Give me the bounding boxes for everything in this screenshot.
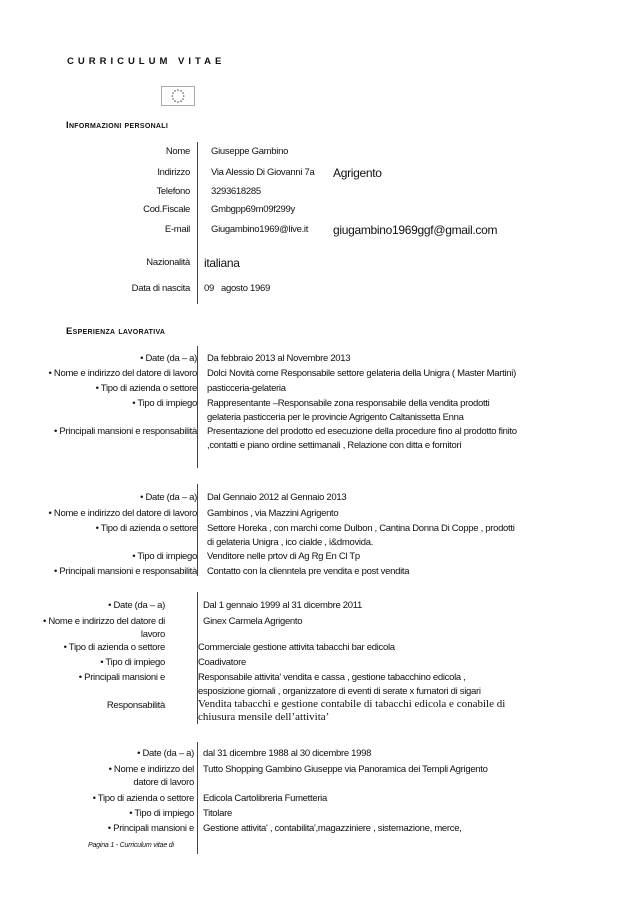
job-employer-label: • Nome e indirizzo del: [108, 764, 194, 775]
birth-date-label: Data di nascita: [131, 283, 190, 294]
job-employer-value: Dolci Novità come Responsabile settore gelateria della Unigra ( Master Martini): [207, 368, 516, 379]
job-type-label: • Tipo di impiego: [132, 551, 197, 562]
job-date-value: Dal Gennaio 2012 al Gennaio 2013: [207, 492, 347, 503]
job-type-value: Coadivatore: [198, 657, 246, 668]
email-value: Giugambino1969@live.it: [211, 224, 309, 235]
job-employer-label: datore di lavoro: [133, 777, 194, 788]
job-employer-value: Gambinos , via Mazzini Agrigento: [207, 508, 339, 519]
job-responsibility-label: Responsabilità: [106, 700, 165, 711]
job-sector-value: Settore Horeka , con marchi come Dulbon , Cantina Donna Di Coppe , prodotti: [207, 523, 515, 534]
job-duties-value: esposizione giornali , organizzatore di eventi di serate x fumatori di sigari: [198, 686, 481, 697]
job-employer-value: Ginex Carmela Agrigento: [203, 616, 303, 627]
job-date-label: • Date (da – a): [137, 748, 194, 759]
city-value: Agrigento: [333, 166, 382, 180]
phone-value: 3293618285: [211, 186, 261, 197]
phone-label: Telefono: [156, 186, 190, 197]
column-divider: [197, 742, 198, 854]
job-sector-value: Commerciale gestione attivita tabacchi bar edicola: [198, 642, 395, 653]
column-divider: [197, 484, 198, 576]
page-footer: Pagina 1 - Curriculum vitae di: [88, 842, 174, 849]
job-sector-value: Edicola Cartolibreria Fumetteria: [203, 793, 327, 804]
job-date-label: • Date (da – a): [140, 492, 197, 503]
name-value: Giuseppe Gambino: [211, 146, 289, 157]
job-date-value: dal 31 dicembre 1988 al 30 dicembre 1998: [203, 748, 372, 759]
job-date-label: • Date (da – a): [140, 353, 197, 364]
job-employer-label: • Nome e indirizzo del datore di lavoro: [48, 368, 197, 379]
job-type-value: Titolare: [203, 808, 232, 819]
job-duties-value: Gestione attivita' , contabilita',magazziniere , sistemazione, merce,: [203, 823, 462, 834]
job-responsibility-value: chiusura mensile dell’attivita’: [198, 711, 330, 723]
nationality-label: Nazionalità: [146, 257, 190, 268]
job-type-value: Rappresentante –Responsabile zona responsabile della vendita prodotti: [207, 398, 490, 409]
email-label: E-mail: [164, 224, 190, 235]
tax-code-label: Cod.Fiscale: [143, 204, 190, 215]
job-duties-label: • Principali mansioni e: [78, 672, 165, 683]
job-date-value: Da febbraio 2013 al Novembre 2013: [207, 353, 351, 364]
job-sector-label: • Tipo di azienda o settore: [92, 793, 194, 804]
name-label: Nome: [165, 146, 190, 157]
job-duties-value: ,contatti e piano ordine settimanali , Relazione con ditta e fornitori: [207, 440, 462, 451]
birth-date-value: 09 agosto 1969: [204, 283, 270, 294]
job-type-value: Venditore nelle prtov di Ag Rg En Cl Tp: [207, 551, 360, 562]
section-heading-personal: Informazioni personali: [66, 120, 169, 131]
job-type-label: • Tipo di impiego: [100, 657, 165, 668]
job-duties-value: Responsabile attivita' vendita e cassa , gestione tabacchino edicola ,: [198, 672, 466, 683]
job-employer-value: Tutto Shopping Gambino Giuseppe via Panoramica dei Templi Agrigento: [203, 764, 488, 775]
job-duties-label: • Principali mansioni e responsabilità: [54, 426, 197, 437]
column-divider: [197, 346, 198, 468]
nationality-value: italiana: [204, 256, 240, 270]
section-heading-experience: Esperienza lavorativa: [66, 326, 166, 337]
address-label: Indirizzo: [157, 167, 190, 178]
job-date-label: • Date (da – a): [108, 600, 165, 611]
job-date-value: Dal 1 gennaio 1999 al 31 dicembre 2011: [203, 600, 363, 611]
job-duties-label: • Principali mansioni e: [107, 823, 194, 834]
job-type-label: • Tipo di impiego: [132, 398, 197, 409]
job-responsibility-value: Vendita tabacchi e gestione contabile di tabacchi edicola e conabile di: [198, 698, 506, 710]
column-divider: [197, 142, 198, 304]
job-duties-label: • Principali mansioni e responsabilità: [54, 566, 197, 577]
job-type-label: • Tipo di impiego: [129, 808, 194, 819]
job-sector-value: pasticceria-gelateria: [207, 383, 286, 394]
job-sector-label: • Tipo di azienda o settore: [95, 523, 197, 534]
job-duties-value: Presentazione del prodotto ed esecuzione della procedure fino al prodotto finito: [207, 426, 517, 437]
document-title: CURRICULUM VITAE: [67, 56, 226, 67]
job-sector-value: di gelateria Unigra , ico cialde , i&dmovida.: [207, 537, 374, 548]
tax-code-value: Gmbgpp69m09f299y: [211, 204, 295, 215]
address-value: Via Alessio Di Giovanni 7a: [211, 167, 315, 178]
job-sector-label: • Tipo di azienda o settore: [95, 383, 197, 394]
job-employer-label: • Nome e indirizzo del datore di lavoro: [48, 508, 197, 519]
email-secondary-value: giugambino1969ggf@gmail.com: [333, 223, 498, 237]
eu-flag-logo: [161, 86, 195, 106]
job-duties-value: Contatto con la clienntela pre vendita e post vendita: [207, 566, 410, 577]
job-type-value: gelateria pasticceria per le provincie Agrigento Caltanissetta Enna: [207, 412, 464, 423]
job-employer-label: • Nome e indirizzo del datore di: [42, 616, 165, 627]
job-sector-label: • Tipo di azienda o settore: [63, 642, 165, 653]
job-employer-label: lavoro: [140, 629, 165, 640]
